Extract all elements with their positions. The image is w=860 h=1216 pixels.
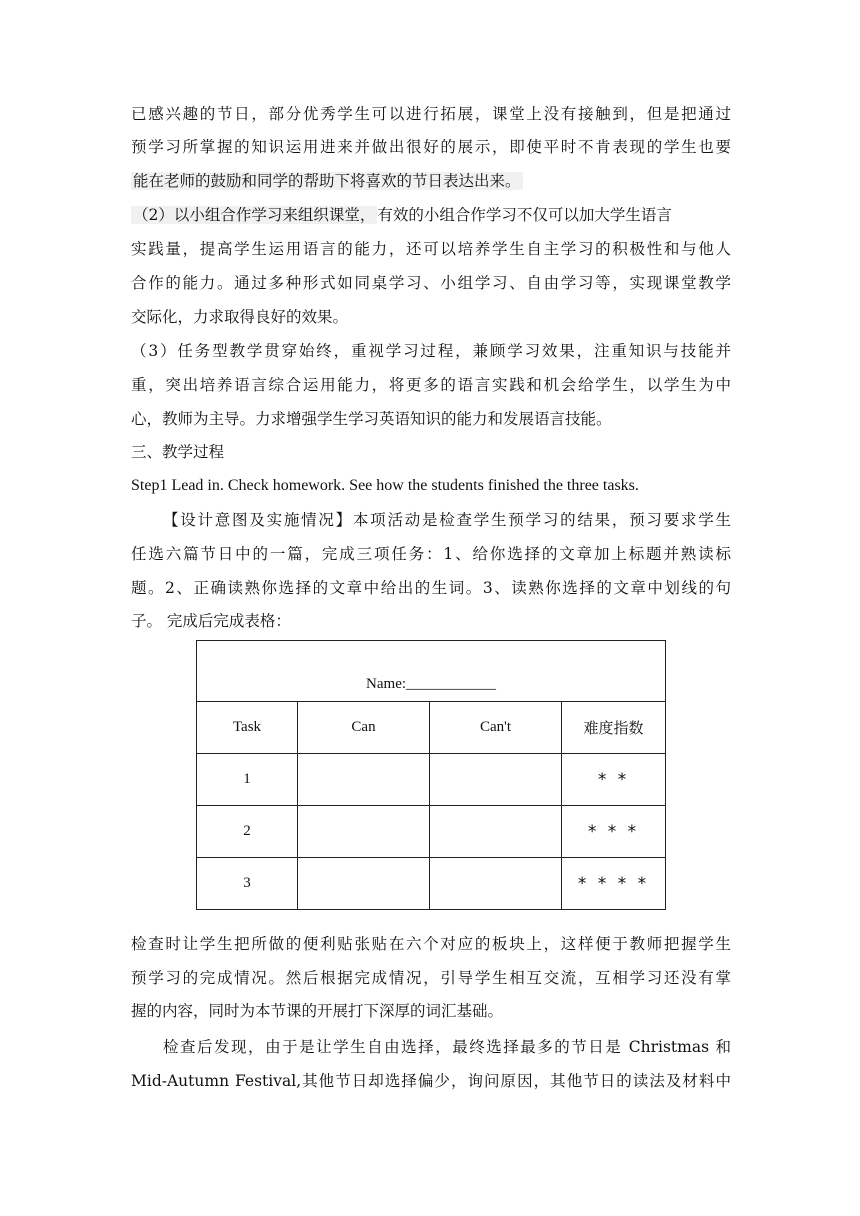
header-task: Task: [197, 702, 298, 754]
design-line-2: 任选六篇节日中的一篇，完成三项任务：1、给你选择的文章加上标题并熟读标: [131, 545, 731, 563]
finding-line-1: 检查后发现，由于是让学生自由选择，最终选择最多的节日是 Christmas 和: [163, 1038, 731, 1056]
can-cell: [298, 806, 430, 858]
header-cant: Can't: [430, 702, 562, 754]
table-row: [197, 754, 666, 806]
para2-line-1-highlight: （2）以小组合作学习来组织课堂，: [133, 206, 376, 224]
para3-line-3: 心，教师为主导。力求增强学生学习英语知识的能力和发展语言技能。: [131, 410, 612, 428]
design-line-4: 子。 完成后完成表格：: [131, 612, 291, 630]
para2-line-4: 交际化，力求取得良好的效果。: [131, 308, 349, 326]
table-row: [197, 806, 666, 858]
difficulty-stars: * * * *: [562, 858, 666, 910]
intro-line-3-text: 能在老师的鼓励和同学的帮助下将喜欢的节日表达出来。: [133, 172, 521, 190]
step1-line: Step1 Lead in. Check homework. See how the students finished the three tasks.: [131, 477, 639, 494]
task-form-table: [196, 640, 666, 910]
check-line-1: 检查时让学生把所做的便利贴张贴在六个对应的板块上，这样便于教师把握学生: [131, 935, 731, 953]
para3-line-1: （3）任务型教学贯穿始终，重视学习过程，兼顾学习效果，注重知识与技能并: [131, 342, 731, 360]
difficulty-stars: * * *: [562, 806, 666, 858]
task-number: 3: [197, 858, 298, 910]
para2-line-2: 实践量，提高学生运用语言的能力，还可以培养学生自主学习的积极性和与他人: [131, 240, 731, 258]
design-line-1: 【设计意图及实施情况】本项活动是检查学生预学习的结果，预习要求学生: [163, 511, 731, 529]
para2-line-3: 合作的能力。通过多种形式如同桌学习、小组学习、自由学习等，实现课堂教学: [131, 274, 731, 292]
cant-cell: [430, 858, 562, 910]
header-difficulty: 难度指数: [562, 702, 666, 754]
difficulty-stars: * *: [562, 754, 666, 806]
intro-line-2: 预学习所掌握的知识运用进来并做出很好的展示，即使平时不肯表现的学生也要: [131, 138, 731, 156]
task-number: 1: [197, 754, 298, 806]
header-row: [197, 702, 666, 754]
check-line-3: 握的内容，同时为本节课的开展打下深厚的词汇基础。: [131, 1002, 504, 1020]
cant-cell: [430, 754, 562, 806]
intro-line-1: 已感兴趣的节日，部分优秀学生可以进行拓展，课堂上没有接触到，但是把通过: [131, 105, 731, 123]
section-heading: 三、教学过程: [131, 443, 225, 461]
para2-line-1-rest: 有效的小组合作学习不仅可以加大学生语言: [377, 206, 672, 224]
check-line-2: 预学习的完成情况。然后根据完成情况，引导学生相互交流，互相学习还没有掌: [131, 969, 731, 987]
task-number: 2: [197, 806, 298, 858]
header-can: Can: [298, 702, 430, 754]
name-row: [197, 641, 666, 702]
table-row: [197, 858, 666, 910]
cant-cell: [430, 806, 562, 858]
para2-line-1: [131, 205, 731, 225]
can-cell: [298, 858, 430, 910]
name-cell: Name:____________: [197, 641, 666, 702]
finding-line-2: Mid-Autumn Festival,其他节日却选择偏少，询问原因，其他节日的读法及材料中: [131, 1072, 731, 1090]
design-line-3: 题。2、正确读熟你选择的文章中给出的生词。3、读熟你选择的文章中划线的句: [131, 579, 731, 597]
can-cell: [298, 754, 430, 806]
para3-line-2: 重，突出培养语言综合运用能力，将更多的语言实践和机会给学生，以学生为中: [131, 376, 731, 394]
intro-line-3: [131, 171, 731, 191]
